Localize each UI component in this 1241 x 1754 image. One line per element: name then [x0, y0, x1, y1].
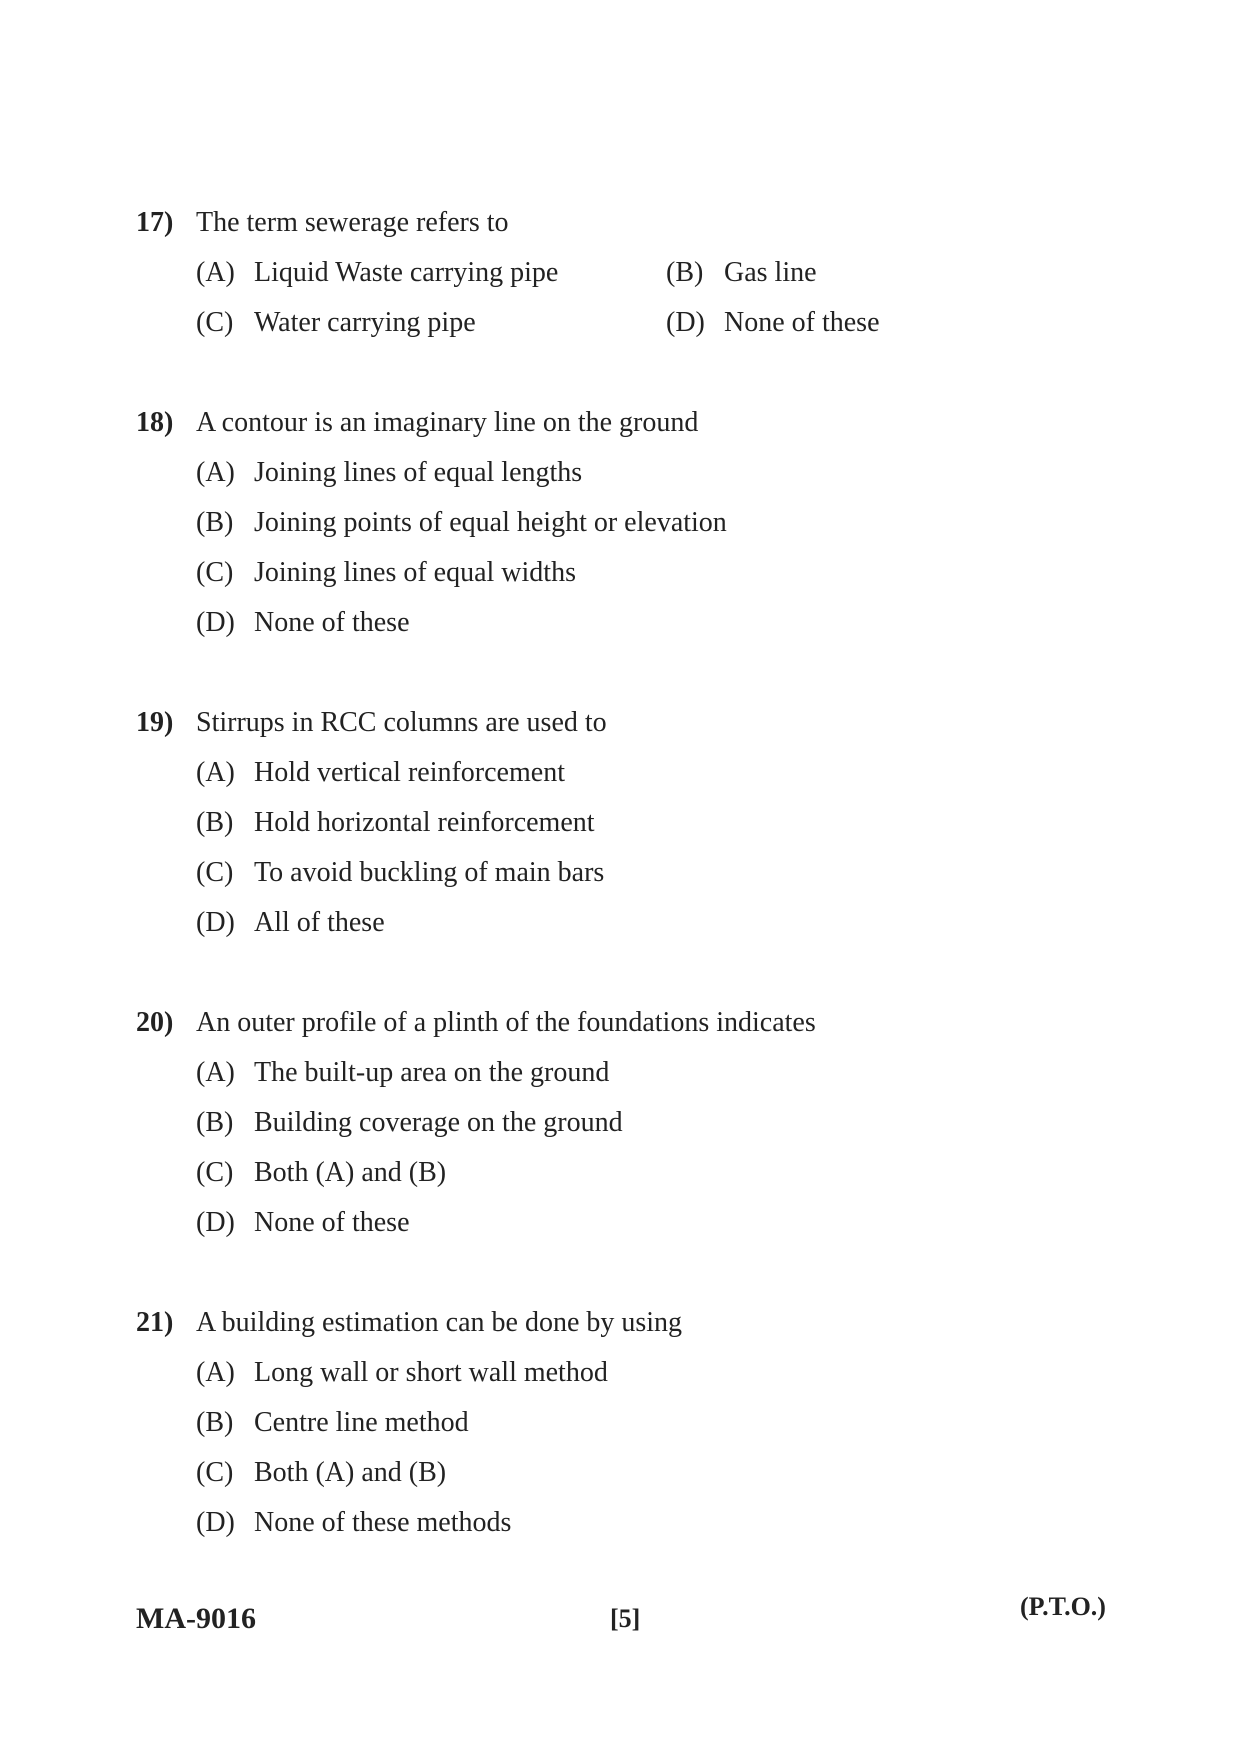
question-text: A contour is an imaginary line on the ground: [196, 407, 699, 438]
option-a: [196, 457, 582, 489]
option-b: [196, 1407, 469, 1439]
question-number: 18): [136, 407, 174, 438]
question-number: 21): [136, 1307, 174, 1338]
option-text: Gas line: [724, 257, 817, 288]
question-number: 20): [136, 1007, 174, 1038]
option-text: Building coverage on the ground: [254, 1107, 623, 1138]
option-label: (B): [196, 807, 234, 838]
option-label: (C): [196, 857, 234, 888]
option-text: All of these: [254, 907, 385, 938]
option-text: None of these: [254, 1207, 410, 1238]
option-text: None of these: [724, 307, 880, 338]
option-text: Both (A) and (B): [254, 1157, 447, 1188]
option-label: (D): [196, 607, 235, 638]
page-number: [5]: [610, 1604, 641, 1633]
option-d: [196, 607, 410, 639]
paper-code: MA-9016: [136, 1602, 256, 1635]
option-label: (C): [196, 1457, 234, 1488]
option-text: Joining lines of equal widths: [254, 557, 576, 588]
option-label: (D): [666, 307, 705, 338]
option-label: (B): [196, 507, 234, 538]
option-b: [666, 257, 817, 289]
option-c: [196, 307, 476, 339]
option-label: (B): [196, 1407, 234, 1438]
option-text: Hold vertical reinforcement: [254, 757, 565, 788]
option-label: (A): [196, 757, 235, 788]
option-d: [196, 1207, 410, 1239]
option-text: Long wall or short wall method: [254, 1357, 608, 1388]
option-c: [196, 1157, 446, 1189]
option-label: (A): [196, 457, 235, 488]
option-b: [196, 507, 727, 539]
question-text: An outer profile of a plinth of the foundations indicates: [196, 1007, 816, 1038]
option-label: (C): [196, 307, 234, 338]
option-label: (A): [196, 1057, 235, 1088]
question-number: 17): [136, 207, 174, 238]
pto-marker: (P.T.O.): [1020, 1592, 1106, 1621]
option-d: [196, 1507, 511, 1539]
option-text: Liquid Waste carrying pipe: [254, 257, 559, 288]
option-label: (B): [666, 257, 704, 288]
option-text: Centre line method: [254, 1407, 469, 1438]
option-text: The built-up area on the ground: [254, 1057, 610, 1088]
option-label: (B): [196, 1107, 234, 1138]
option-text: Hold horizontal reinforcement: [254, 807, 595, 838]
option-text: To avoid buckling of main bars: [254, 857, 605, 888]
option-label: (D): [196, 1207, 235, 1238]
question-text: A building estimation can be done by using: [196, 1307, 683, 1338]
option-d: [666, 307, 880, 339]
option-label: (A): [196, 257, 235, 288]
option-label: (C): [196, 1157, 234, 1188]
question-number: 19): [136, 707, 174, 738]
option-a: [196, 1357, 608, 1389]
option-label: (D): [196, 907, 235, 938]
option-text: Joining lines of equal lengths: [254, 457, 583, 488]
option-label: (A): [196, 1357, 235, 1388]
option-text: None of these: [254, 607, 410, 638]
option-a: [196, 757, 565, 789]
option-a: [196, 257, 558, 289]
option-b: [196, 1107, 623, 1139]
option-b: [196, 807, 595, 839]
option-text: Water carrying pipe: [254, 307, 476, 338]
question-text: Stirrups in RCC columns are used to: [196, 707, 607, 738]
option-c: [196, 1457, 446, 1489]
option-d: [196, 907, 385, 939]
option-label: (C): [196, 557, 234, 588]
option-c: [196, 557, 576, 589]
option-c: [196, 857, 604, 889]
option-label: (D): [196, 1507, 235, 1538]
option-a: [196, 1057, 609, 1089]
option-text: Both (A) and (B): [254, 1457, 447, 1488]
option-text: Joining points of equal height or elevation: [254, 507, 727, 538]
option-text: None of these methods: [254, 1507, 512, 1538]
question-text: The term sewerage refers to: [196, 207, 509, 238]
